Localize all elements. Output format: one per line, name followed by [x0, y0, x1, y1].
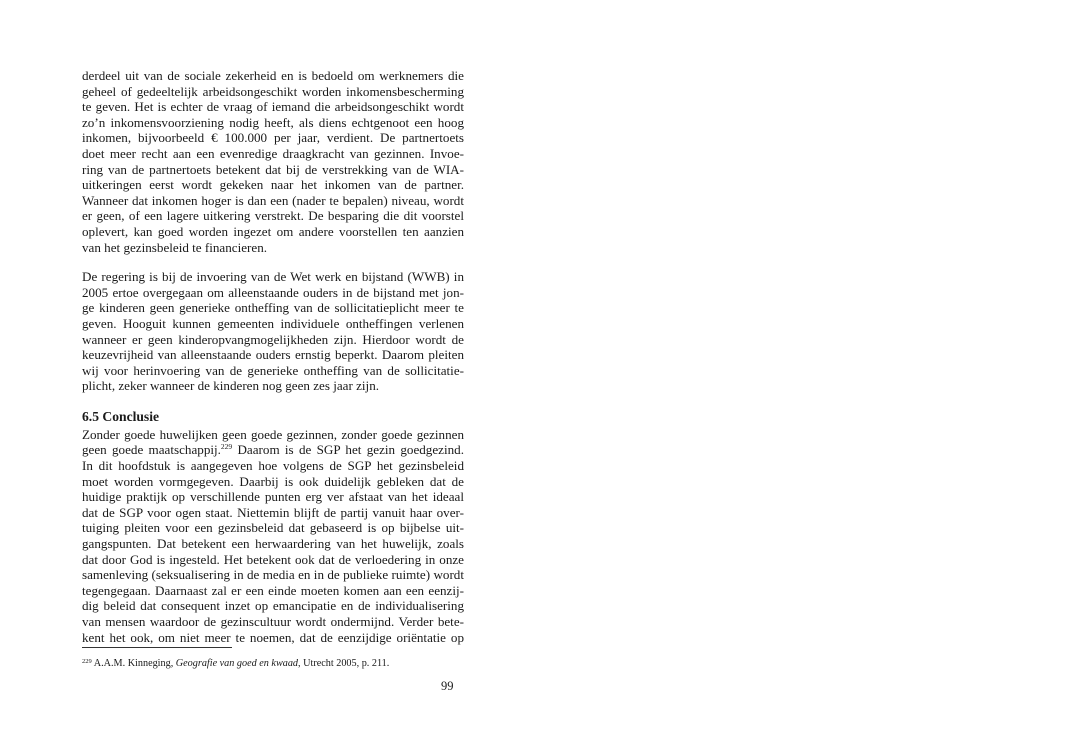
text-line: dig beleid dat consequent inzet op emancipatie en de individualisering — [82, 598, 464, 614]
text-line: dat door God is ingesteld. Het betekent ook dat de verloedering in onze — [82, 551, 464, 567]
footnote-rest: , Utrecht 2005, p. 211. — [298, 658, 390, 669]
text-line: oplevert, kan goed worden ingezet om andere voorstellen ten aanzien — [82, 223, 464, 239]
text-line: Wanneer dat inkomen hoger is dan een (nader te bepalen) niveau, wordt — [82, 192, 464, 208]
footnote-author: A.A.M. Kinneging, — [91, 658, 176, 669]
text-line: 2005 ertoe overgegaan om alleenstaande ouders in de bijstand met jon- — [82, 284, 464, 300]
footnote-divider — [82, 647, 232, 648]
text-line: te geven. Het is echter de vraag of iemand die arbeidsongeschikt wordt — [82, 99, 464, 115]
text-line: geheel of gedeeltelijk arbeidsongeschikt worden inkomensbescherming — [82, 83, 464, 99]
text-line: er geen, of een lagere uitkering verstrekt. De besparing die dit voorstel — [82, 208, 464, 224]
paragraph-wwb — [82, 269, 464, 394]
text-line: dat de SGP voor ogen staat. Niettemin blijft de partij vanuit haar over- — [82, 504, 464, 520]
paragraph-partnertoets — [82, 68, 464, 255]
text-line: ring van de partnertoets betekent dat bij de verstrekking van de WIA- — [82, 161, 464, 177]
text-line — [82, 442, 464, 458]
footnote — [82, 656, 464, 670]
footnote-reference[interactable]: 229 — [220, 442, 233, 452]
text-line: keuzevrijheid van alleenstaande ouders ernstig beperkt. Daarom pleiten — [82, 347, 464, 363]
text-line: tuiging pleiten voor een gezinsbeleid dat gebaseerd is op bijbelse uit- — [82, 520, 464, 536]
text-line: tegengegaan. Daarnaast zal er een einde moeten komen aan een eenzij- — [82, 582, 464, 598]
text-line: derdeel uit van de sociale zekerheid en is bedoeld om werknemers die — [82, 68, 464, 83]
footnote-title: Geografie van goed en kwaad — [175, 658, 299, 669]
text-line: huidige praktijk op verschillende punten erg ver afstaat van het ideaal — [82, 489, 464, 505]
text-line: De regering is bij de invoering van de Wet werk en bijstand (WWB) in — [82, 269, 464, 285]
text-line: Zonder goede huwelijken geen goede gezinnen, zonder goede gezinnen — [82, 426, 464, 442]
text-line: uitkeringen eerst wordt gekeken naar het inkomen van de partner. — [82, 177, 464, 193]
text-line: geven. Hooguit kunnen gemeenten individuele ontheffingen verlenen — [82, 315, 464, 331]
text-line: gangspunten. Dat betekent een herwaardering van het huwelijk, zoals — [82, 536, 464, 552]
text-line: ge kinderen geen generieke ontheffing van de sollicitatieplicht meer te — [82, 300, 464, 316]
text-line: inkomen, bijvoorbeeld € 100.000 per jaar, verdient. De partnertoets — [82, 130, 464, 146]
paragraph-spacer — [82, 394, 464, 409]
section-heading: 6.5 Conclusie — [82, 408, 160, 424]
text-line: kent het ook, om niet meer te noemen, dat de eenzijdige oriëntatie op — [82, 629, 464, 645]
text-line: doet meer recht aan een evenredige draagkracht van gezinnen. Invoe- — [82, 145, 464, 161]
paragraph-spacer — [82, 255, 464, 269]
text-line: van mensen waardoor de gezinscultuur wordt ondermijnd. Verder bete- — [82, 614, 464, 629]
text-line: wanneer er geen kinderopvangmogelijkheden zijn. Hierdoor wordt de — [82, 331, 464, 347]
text-line: In dit hoofdstuk is aangegeven hoe volgens de SGP het gezinsbeleid — [82, 458, 464, 474]
text-segment: geen goede maatschappij. — [82, 442, 221, 458]
text-line: zo’n inkomensvoorziening nodig heeft, als diens echtgenoot een hoog — [82, 114, 464, 130]
paragraph-conclusie — [82, 427, 464, 645]
text-segment: Daarom is de SGP het gezin goedgezind. — [232, 442, 464, 458]
text-line: moet worden vormgegeven. Daarbij is ook duidelijk gebleken dat de — [82, 473, 464, 489]
text-column — [82, 68, 464, 645]
text-line: van het gezinsbeleid te financieren. — [82, 239, 268, 255]
footnote-number: 229 — [82, 658, 92, 665]
text-line: plicht, zeker wanneer de kinderen nog geen zes jaar zijn. — [82, 378, 380, 394]
text-line: samenleving (seksualisering in de media en in de publieke ruimte) wordt — [82, 567, 464, 583]
page-number: 99 — [441, 679, 454, 693]
text-line: wij voor herinvoering van de generieke ontheffing van de sollicitatie- — [82, 362, 464, 378]
